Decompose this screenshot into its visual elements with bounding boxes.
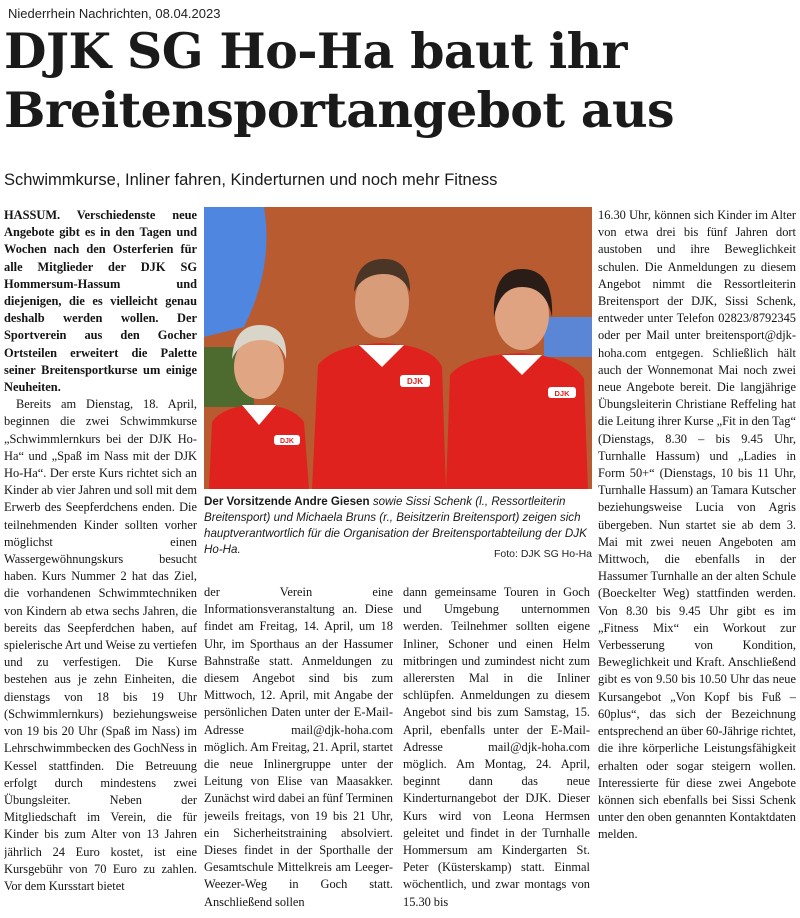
article-column-4: 16.30 Uhr, können sich Kinder im Alter von etwa drei bis fünf Jahren dort austoben und ihre Beweglichkeit schulen. Die Anmeldungen zu diesem Angebot nimmt die Ressortleiterin Breitensport der DJK, Sissi Schenk, entweder unter Telefon 02823/8792345 oder per Mail unter breitensport@djk-hoha.com entgegen. Schließlich hält auch der Wonnemonat Mai noch zwei neue Angebote bereit. Die langjährige Übungsleiterin Christiane Reffeling hat die Leitung ihrer Kurse „Fit in den Tag“ (Dienstags, 8.30 – bis 9.45 Uhr, Turnhalle Hassum) und „Ladies in Form 50+“ (Dienstags, 10 bis 11 Uhr, Turnhalle Hassum) an Tamara Kutscher beziehungsweise Lucia von Agris übergeben. Nun startet sie ab dem 3. Mai mit zwei neuen Angeboten am Mittwoch, die ebenfalls in der Hassumer Turnhalle an der alten Schule (Boeckelter Weg) stattfinden werden. Von 8.30 bis 9.45 Uhr gibt es im „Fitness Mix“ ein Workout zur Verbesserung von Kondition, Beweglichkeit und Kraft. Anschließend gibt es von 9.50 bis 10.50 Uhr das neue Kursangebot „Von Kopf bis Fuß – 60plus“, das sich der Bezeichnung entsprechend an über 60-Jährige richtet, die ihre körperliche Leistungsfähigkeit erhalten oder sogar steigern wollen. Interessierte für diese zwei Angebote können sich ebenfalls bei Sissi Schenk unter den oben genannten Kontaktdaten melden.: [598, 208, 796, 842]
lead-paragraph: HASSUM. Verschiedenste neue Angebote gibt es in den Tagen und Wochen nach den Osterferien für alle Mitglieder der DJK SG Hommersum-Hassum und diejenigen, die es vielleicht genau deshalb werden wollen. Der Sportverein aus den Gocher Ortsteilen erweitert die Palette seiner Breitensportkurse um einige Neuheiten.: [4, 208, 197, 395]
source-line: Niederrhein Nachrichten, 08.04.2023: [8, 6, 221, 21]
article-photo: [204, 207, 592, 489]
caption-lead: Der Vorsitzende Andre Giesen: [204, 495, 370, 508]
subheadline: Schwimmkurse, Inliner fahren, Kinderturnen und noch mehr Fitness: [4, 171, 498, 189]
caption-text: sowie Sissi Schenk (l., Ressortleiterin Breitensport) und Michaela Bruns (r., Beisitzerin Breitensport) zeigen sich hauptverantwortlich für die Organisation der Breitensportabteilung der DJK Ho-Ha.: [204, 495, 587, 556]
shirt-logo-middle: DJK: [406, 377, 424, 386]
shirt-logo-left: DJK: [279, 438, 295, 445]
article-column-3: dann gemeinsame Touren in Goch und Umgebung unternommen werden. Teilnehmer sollten eigene Inliner, Schoner und einen Helm mitbringen und zumindest nicht zum allerersten Mal in die Inliner schlüpfen. Anmeldungen zu diesem Angebot sind bis zum Samstag, 15. April, ebenfalls unter der E-Mail-Adresse mail@djk-hoha.com möglich. Am Montag, 24. April, beginnt dann das neue Kinderturnangebot der DJK. Dieser Kurs wird von Leona Hermsen geleitet und findet in der Turnhalle Hommersum am Kindergarten St. Peter (Küsterskamp) statt. Einmal wöchentlich, und zwar montags von 15.30 bis: [403, 585, 590, 909]
photo-credit: Foto: DJK SG Ho-Ha: [493, 548, 592, 560]
headline: DJK SG Ho-Ha baut ihr Breitensportangebot aus: [4, 22, 675, 139]
photo-illustration: [204, 207, 592, 489]
column-1-text: Bereits am Dienstag, 18. April, beginnen die zwei Schwimmkurse „Schwimmlernkurs bei der DJK Ho-Ha“ und „Spaß im Nass mit der DJK Ho-Ha“. Der erste Kurs richtet sich an Kinder ab vier Jahren und soll mit dem Erwerb des Seepferdchens enden. Die teilnehmenden Kinder sollten vorher möglichst einen Wassergewöhnungskurs besucht haben. Kurs Nummer 2 hat das Ziel, die vorhandenen Schwimmtechniken von Kindern ab etwa sechs Jahren, die bereits das Seepferdchen haben, auf spielerische Art und Weise zu vertiefen und zu verfestigen. Die Kurse bestehen aus je zehn Einheiten, die dienstags von 18 bis 19 Uhr (Schwimmlernkurs) beziehungsweise von 19 bis 20 Uhr (Spaß im Nass) im Lehrschwimmbecken des GochNess in Kessel stattfinden. Die Betreuung erfolgt durch mindestens zwei Übungsleiter. Neben der Mitgliedschaft im Verein, die für Kinder bis zum Alter von 13 Jahren jährlich 24 Euro kostet, ist eine Kursgebühr von 70 Euro zu zahlen. Vor dem Kursstart bietet: [4, 397, 197, 893]
article-column-2: der Verein eine Informationsveranstaltung an. Diese findet am Freitag, 14. April, um 18 Uhr, im Sporthaus an der Hassumer Bahnstraße statt. Anmeldungen zu diesem Angebot sind bis zum Mittwoch, 12. April, mit Angabe der persönlichen Daten unter der E-Mail-Adresse mail@djk-hoha.com möglich. Am Freitag, 21. April, startet die neue Inlinergruppe unter der Leitung von Elise van Maasakker. Zunächst wird dabei an fünf Terminen jeweils freitags, von 19 bis 21 Uhr, ein Sicherheitstraining absolviert. Dieses findet in der Sporthalle der Gesamtschule Mittelkreis am Leeger-Weezer-Weg in Goch statt. Anschließend sollen: [204, 585, 393, 909]
shirt-logo-right: DJK: [554, 389, 570, 398]
article-column-1: [4, 207, 197, 917]
